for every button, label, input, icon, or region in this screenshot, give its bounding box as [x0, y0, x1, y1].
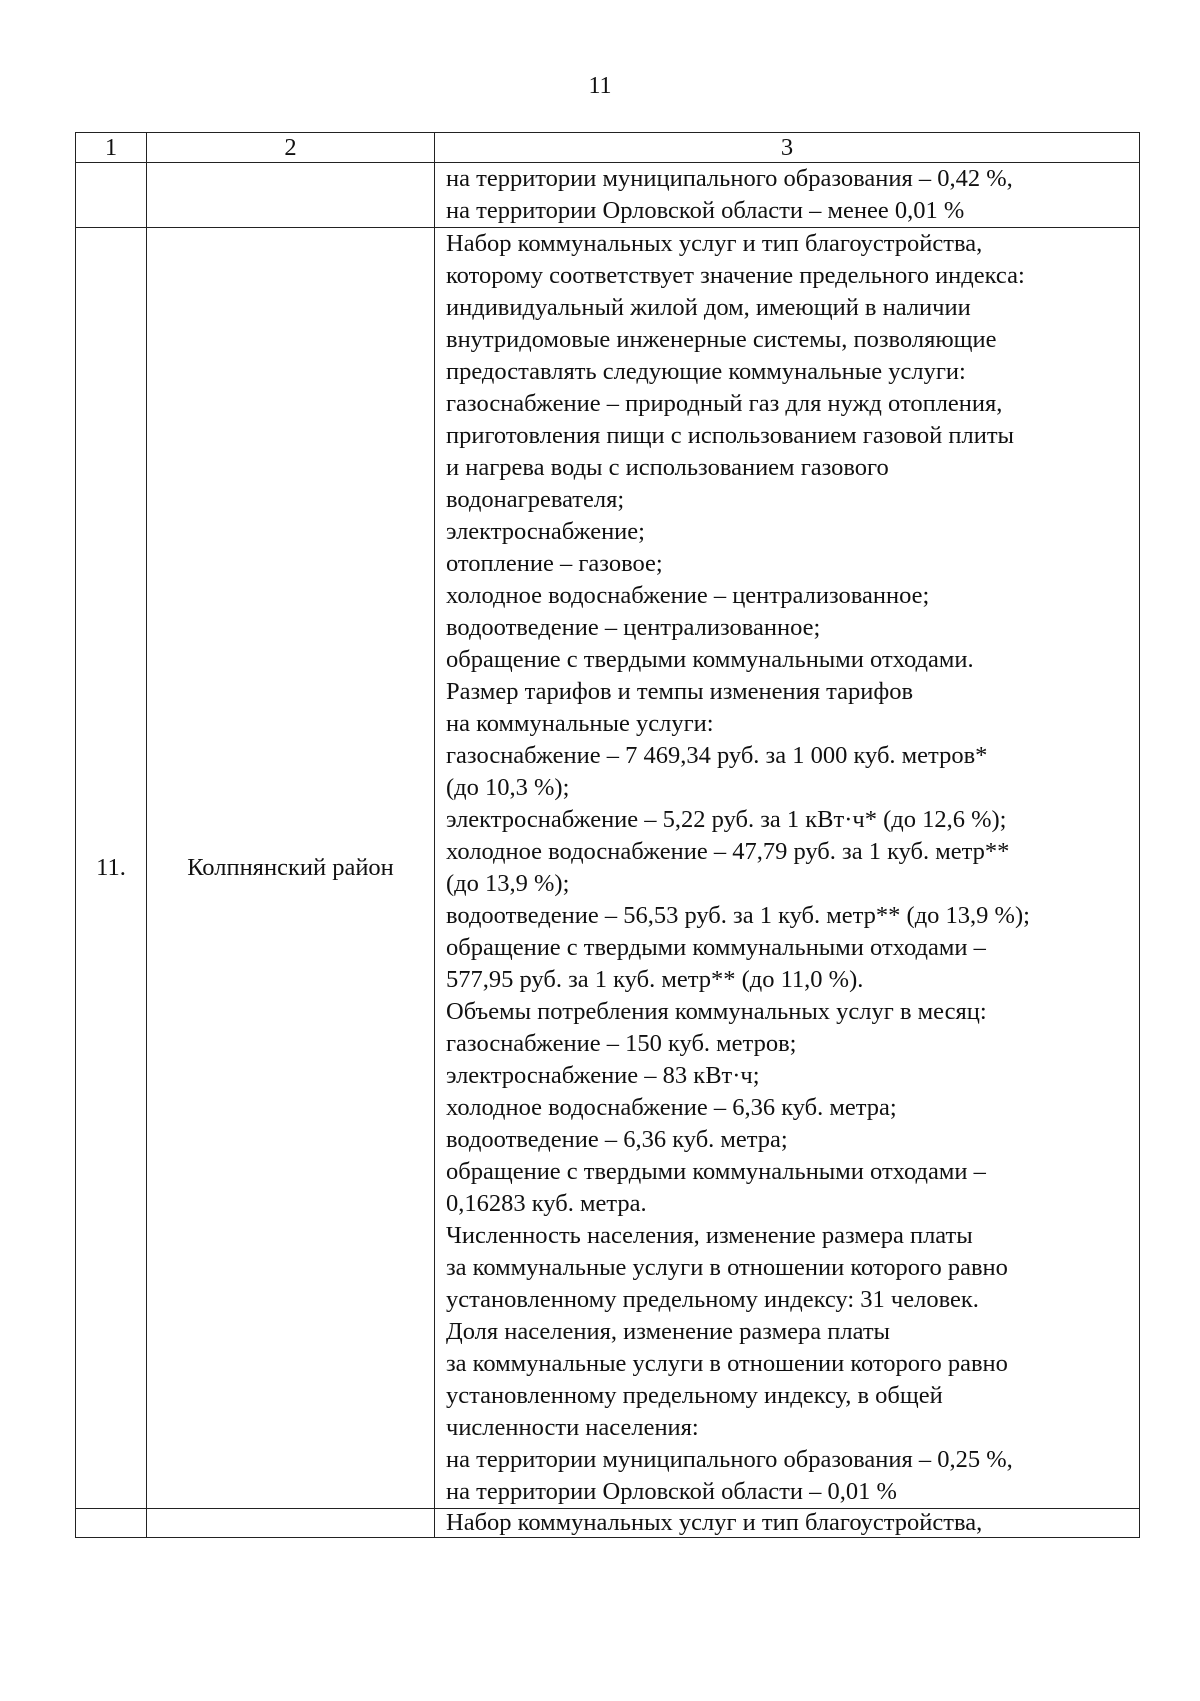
text-line: электроснабжение – 83 кВт·ч;	[446, 1062, 760, 1089]
text-line: на территории Орловской области – менее 0,01 %	[446, 197, 965, 224]
text-line: Объемы потребления коммунальных услуг в месяц:	[446, 998, 987, 1025]
table-row-11	[76, 228, 1140, 1509]
text-line: газоснабжение – природный газ для нужд отопления,	[446, 390, 1003, 417]
text-line: на территории муниципального образования – 0,25 %,	[446, 1446, 1013, 1473]
page-number: 11	[588, 73, 612, 99]
district-name-cell: Колпнянский район	[147, 228, 435, 1509]
text-line: холодное водоснабжение – 47,79 руб. за 1 куб. метр**	[446, 838, 1010, 865]
text-line: холодное водоснабжение – централизованное;	[446, 582, 930, 609]
next-row-district-cell	[147, 1509, 435, 1538]
description-cell	[435, 228, 1140, 1509]
text-line: обращение с твердыми коммунальными отходами.	[446, 646, 974, 673]
text-line: (до 10,3 %);	[446, 774, 570, 801]
header-cell-1: 1	[76, 133, 147, 163]
text-line: отопление – газовое;	[446, 550, 663, 577]
text-line: установленному предельному индексу: 31 человек.	[446, 1286, 979, 1313]
next-row-partial	[76, 1509, 1140, 1538]
continuation-row	[76, 163, 1140, 228]
table-header-row	[76, 133, 1140, 163]
next-row-number-cell	[76, 1509, 147, 1538]
header-cell-3: 3	[435, 133, 1140, 163]
text-line: которому соответствует значение предельного индекса:	[446, 262, 1025, 289]
text-line: водоотведение – централизованное;	[446, 614, 821, 641]
text-line: приготовления пищи с использованием газовой плиты	[446, 422, 1015, 449]
text-line: водоотведение – 6,36 куб. метра;	[446, 1126, 788, 1153]
text-line: численности населения:	[446, 1414, 699, 1441]
text-line: за коммунальные услуги в отношении которого равно	[446, 1254, 1008, 1281]
text-line: электроснабжение – 5,22 руб. за 1 кВт·ч* (до 12,6 %);	[446, 806, 1007, 833]
text-line: (до 13,9 %);	[446, 870, 570, 897]
text-line: на территории муниципального образования – 0,42 %,	[446, 165, 1013, 192]
text-line: Набор коммунальных услуг и тип благоустройства,	[446, 230, 983, 257]
text-line: на территории Орловской области – 0,01 %	[446, 1478, 897, 1505]
text-line: водонагревателя;	[446, 486, 625, 513]
text-line: за коммунальные услуги в отношении которого равно	[446, 1350, 1008, 1377]
text-line: обращение с твердыми коммунальными отходами –	[446, 934, 986, 961]
text-line: и нагрева воды с использованием газового	[446, 454, 889, 481]
continuation-number-cell	[76, 163, 147, 228]
continuation-district-cell	[147, 163, 435, 228]
text-line: холодное водоснабжение – 6,36 куб. метра;	[446, 1094, 897, 1121]
text-line: индивидуальный жилой дом, имеющий в наличии	[446, 294, 971, 321]
header-cell-2: 2	[147, 133, 435, 163]
text-line: Численность населения, изменение размера платы	[446, 1222, 973, 1249]
text-line: на коммунальные услуги:	[446, 710, 714, 737]
tariff-table	[75, 132, 1140, 1538]
text-line: Доля населения, изменение размера платы	[446, 1318, 890, 1345]
text-line: внутридомовые инженерные системы, позволяющие	[446, 326, 997, 353]
text-line: установленному предельному индексу, в общей	[446, 1382, 943, 1409]
text-line: Размер тарифов и темпы изменения тарифов	[446, 678, 914, 705]
text-line: газоснабжение – 150 куб. метров;	[446, 1030, 797, 1057]
continuation-text-cell	[435, 163, 1140, 228]
text-line: предоставлять следующие коммунальные услуги:	[446, 358, 966, 385]
text-line: 577,95 руб. за 1 куб. метр** (до 11,0 %).	[446, 966, 864, 993]
text-line: 0,16283 куб. метра.	[446, 1190, 647, 1217]
text-line: электроснабжение;	[446, 518, 645, 545]
text-line: водоотведение – 56,53 руб. за 1 куб. метр** (до 13,9 %);	[446, 902, 1030, 929]
next-row-text-cell: Набор коммунальных услуг и тип благоустройства,	[435, 1509, 1140, 1538]
row-number-cell: 11.	[76, 228, 147, 1509]
text-line: газоснабжение – 7 469,34 руб. за 1 000 куб. метров*	[446, 742, 988, 769]
text-line: обращение с твердыми коммунальными отходами –	[446, 1158, 986, 1185]
